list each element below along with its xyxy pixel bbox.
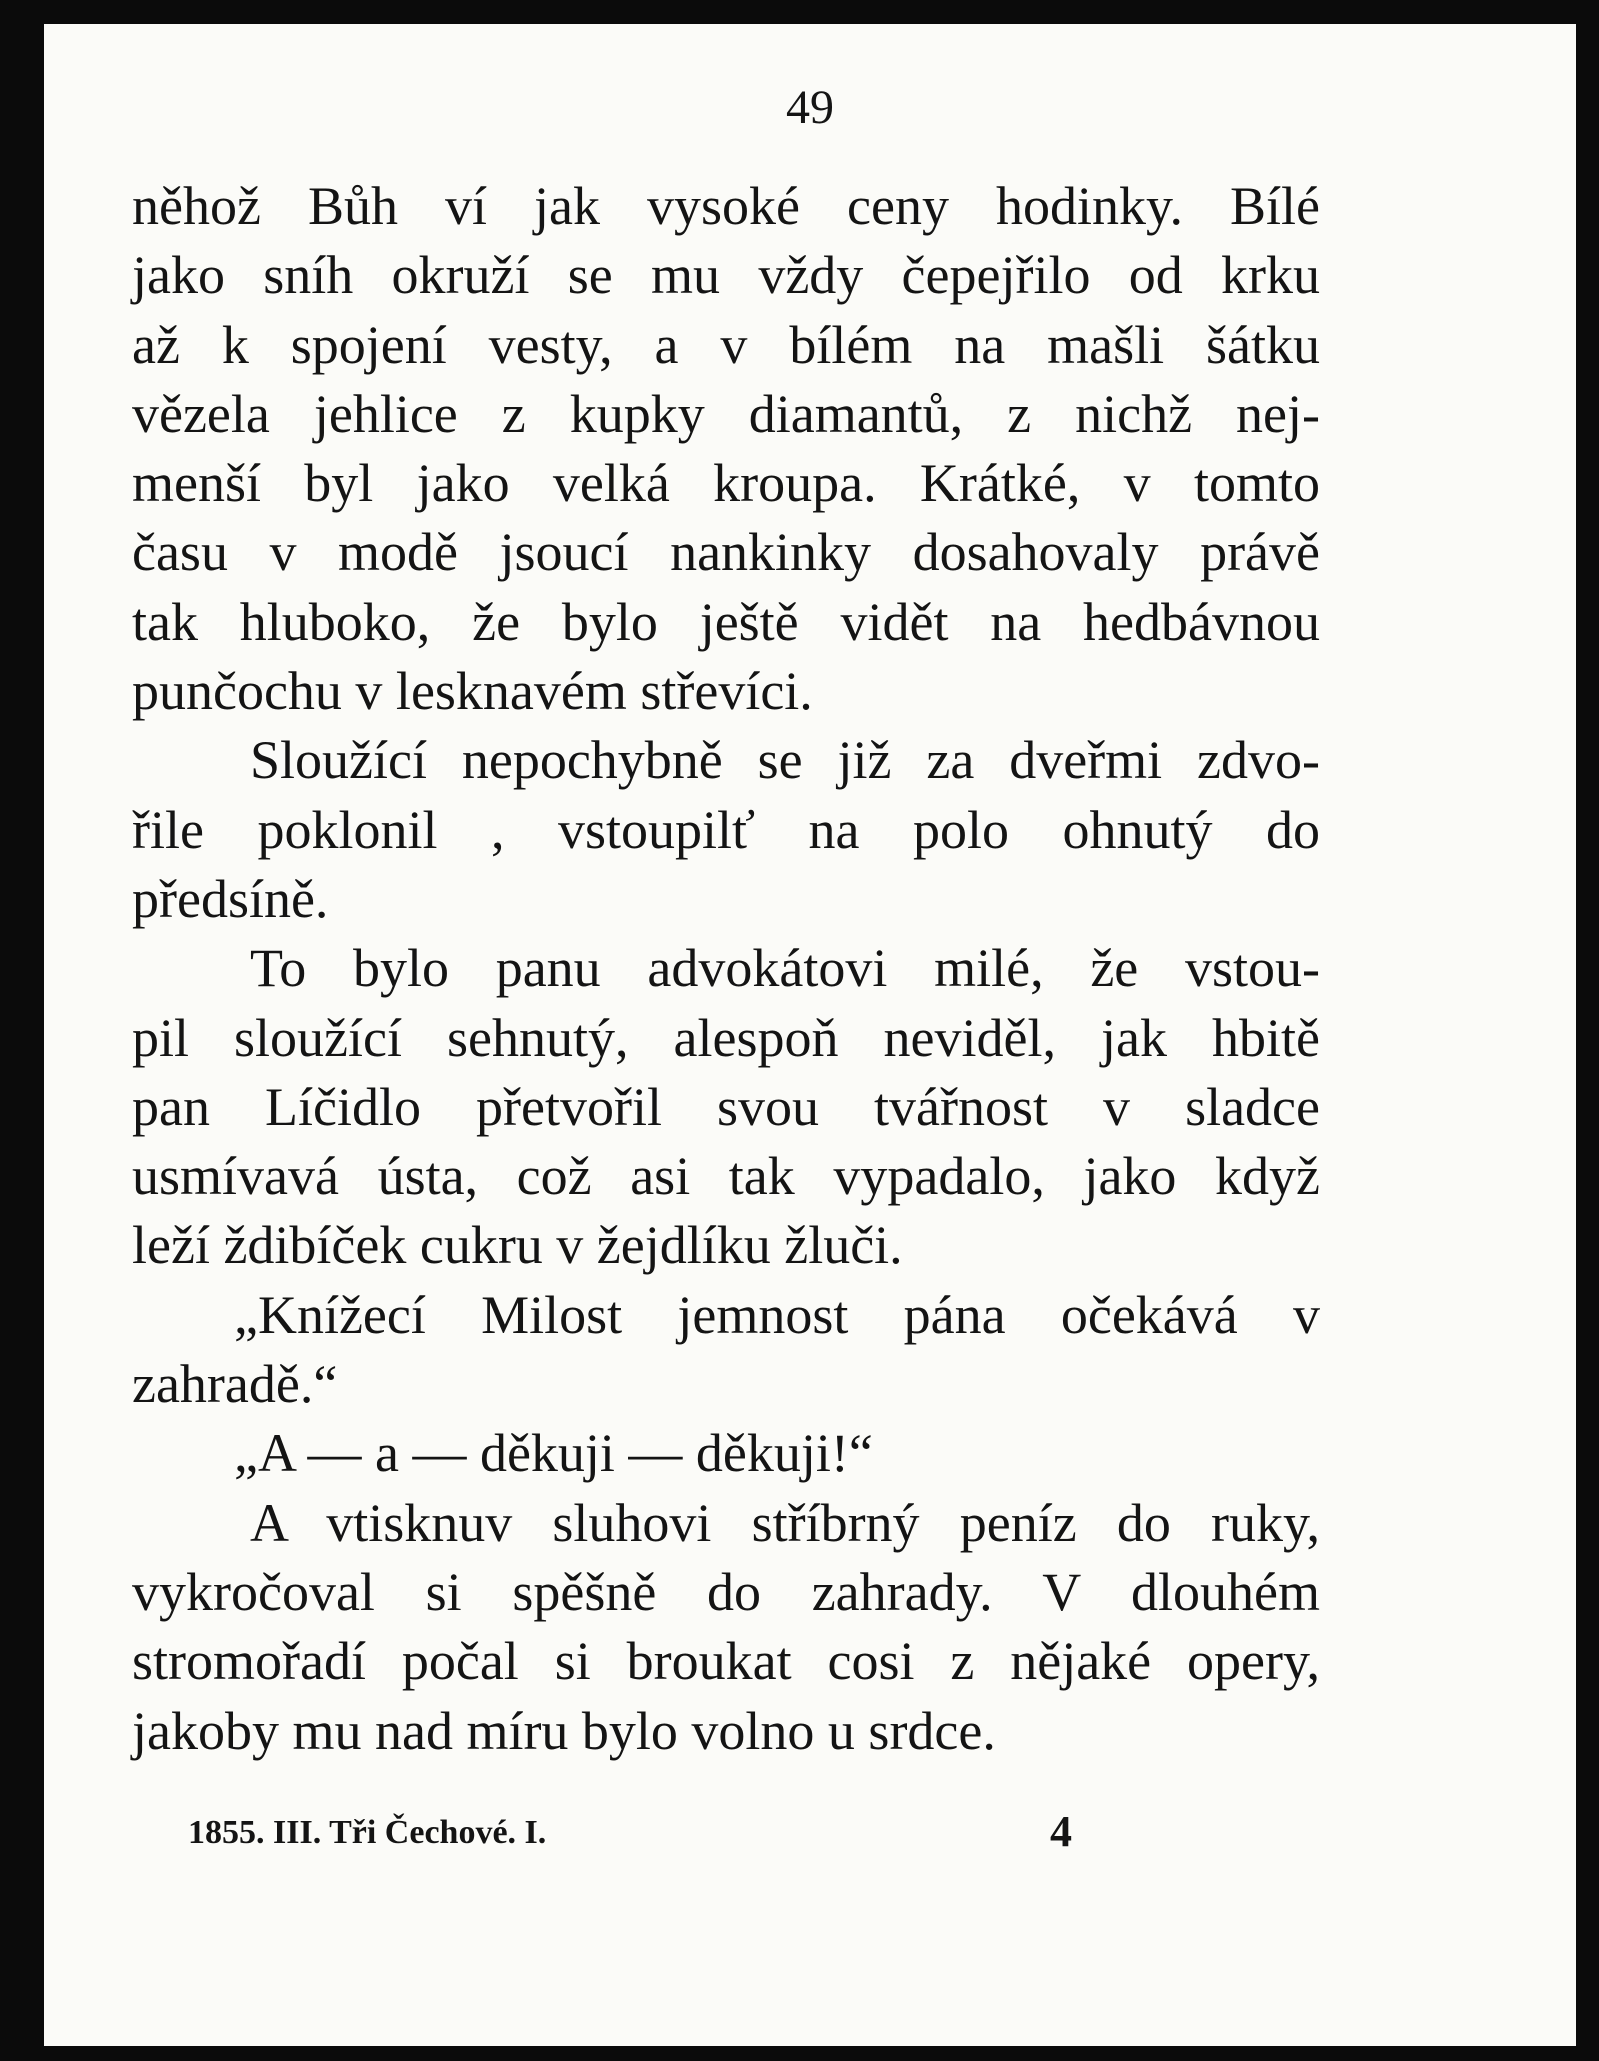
text-line: něhož Bůh ví jak vysoké ceny hodinky. Bílé — [132, 176, 1320, 236]
text-line: řile poklonil , vstoupilť na polo ohnutý do — [132, 799, 1320, 860]
text-line: jakoby mu nad míru bylo volno u srdce. — [132, 1700, 996, 1761]
book-page — [44, 24, 1576, 2046]
footer-signature: 1855. III. Tři Čechové. I. — [188, 1814, 547, 1851]
text-line: stromořadí počal si broukat cosi z nějaké opery, — [132, 1631, 1320, 1692]
text-line: tak hluboko, že bylo ještě vidět na hedbávnou — [132, 591, 1320, 652]
text-line: To bylo panu advokátovi milé, že vstou- — [250, 938, 1320, 999]
text-line: pan Líčidlo přetvořil svou tvářnost v sladce — [132, 1076, 1320, 1137]
text-line: vězela jehlice z kupky diamantů, z nichž nej- — [132, 383, 1320, 444]
text-line: menší byl jako velká kroupa. Krátké, v tomto — [132, 453, 1320, 514]
text-line: usmívavá ústa, což asi tak vypadalo, jako když — [132, 1146, 1320, 1207]
text-line: času v modě jsoucí nankinky dosahovaly právě — [132, 522, 1320, 583]
text-line: až k spojení vesty, a v bílém na mašli šátku — [132, 314, 1320, 375]
text-line: „Knížecí Milost jemnost pána očekává v — [234, 1284, 1320, 1345]
body-text — [132, 172, 1320, 1766]
page-number: 49 — [786, 81, 834, 134]
text-line: Sloužící nepochybně se již za dveřmi zdvo- — [250, 730, 1320, 791]
text-line: punčochu v lesknavém střevíci. — [132, 661, 813, 722]
text-line: pil sloužící sehnutý, alespoň neviděl, jak hbitě — [132, 1007, 1320, 1068]
text-line: A vtisknuv sluhovi stříbrný peníz do ruky, — [250, 1492, 1320, 1553]
text-line: zahradě.“ — [132, 1354, 338, 1415]
text-line: jako sníh okruží se mu vždy čepejřilo od krku — [132, 245, 1320, 306]
footer-sheet-number: 4 — [1050, 1807, 1072, 1856]
text-line: leží ždibíček cukru v žejdlíku žluči. — [132, 1215, 903, 1276]
text-line: předsíně. — [132, 868, 329, 929]
text-line: „A — a — děkuji — děkuji!“ — [234, 1423, 873, 1484]
text-line: vykročoval si spěšně do zahrady. V dlouhém — [132, 1561, 1320, 1622]
